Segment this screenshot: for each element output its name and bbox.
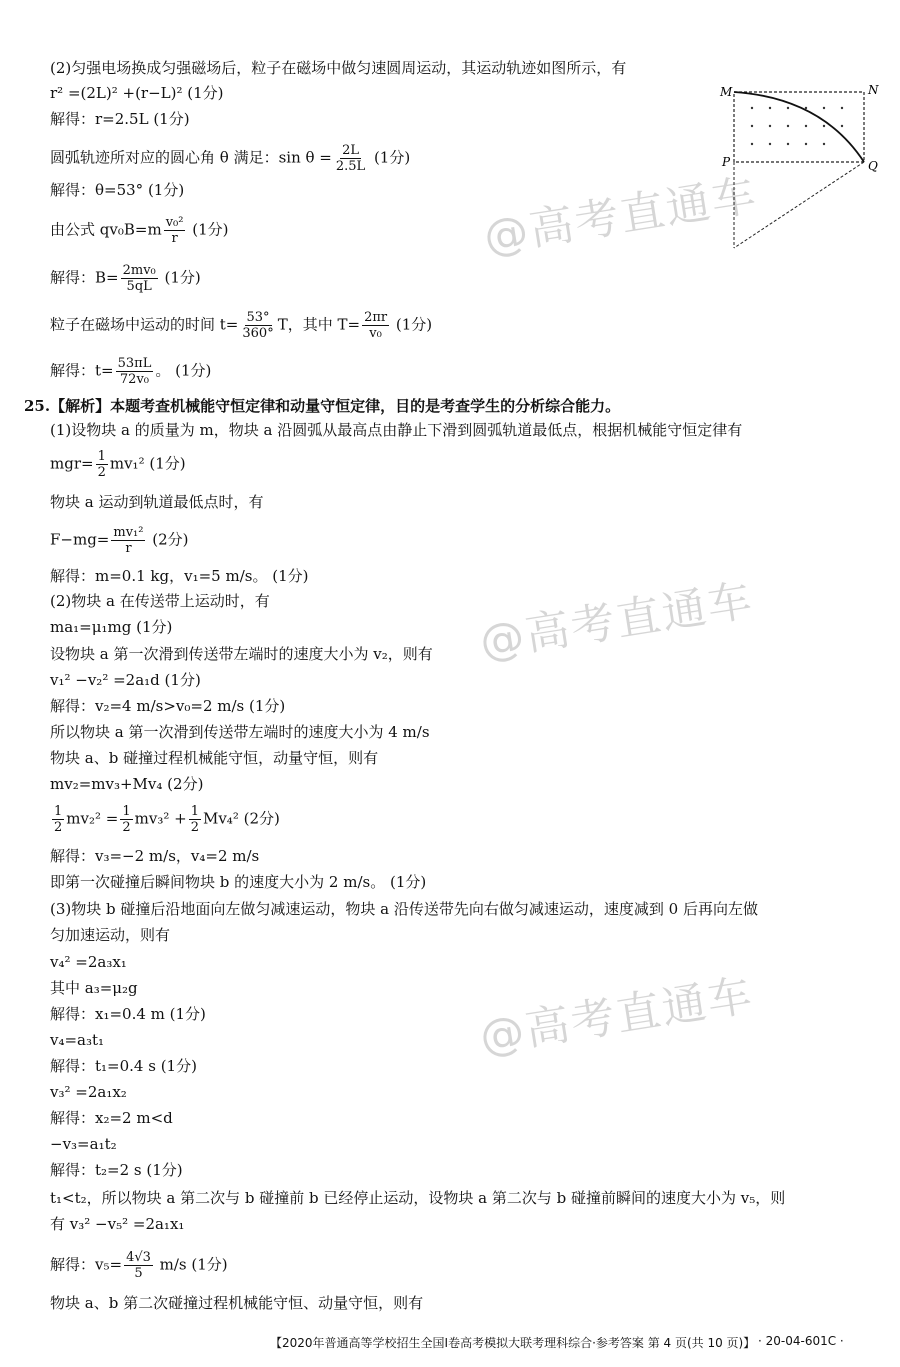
text-line: $\frac{1}{2}$ mv₂² = $\frac{1}{2}$ mv₃² + $\frac{1}{2}$ Mv₄² (2分) — [54, 804, 280, 835]
text-line: mgr= $\frac{1}{2}$ mv₁² (1分) — [50, 449, 186, 480]
watermark: @高考直通车 — [480, 169, 761, 264]
text-line: 所以物块 a 第一次滑到传送带左端时的速度大小为 4 m/s — [50, 723, 430, 741]
text-line: 粒子在磁场中运动的时间 t= $\frac{53^\circ}{360^\circ}$ T，其中 T= $\frac{2\pi r}{\text{v₀}}$ (1分) — [50, 310, 433, 341]
text-line: v₃² =2a₁x₂ — [50, 1083, 127, 1101]
text-line: −v₃=a₁t₂ — [50, 1135, 117, 1153]
text-line: 物块 a 运动到轨道最低点时，有 — [50, 493, 264, 511]
text-line: (1)设物块 a 的质量为 m，物块 a 沿圆弧从最高点由静止下滑到圆弧轨道最低点，根据机械能守恒定律有 — [50, 421, 743, 439]
text-line: v₄=a₃t₁ — [50, 1031, 105, 1049]
text-line: 解得：t₂=2 s (1分) — [50, 1161, 183, 1179]
watermark: @高考直通车 — [476, 969, 757, 1064]
text-line: 设物块 a 第一次滑到传送带左端时的速度大小为 v₂，则有 — [50, 645, 433, 663]
text-line: (2)物块 a 在传送带上运动时，有 — [50, 592, 270, 610]
text-line: ma₁=μ₁mg (1分) — [50, 618, 173, 636]
text-line: t₁<t₂，所以物块 a 第二次与 b 碰撞前 b 已经停止运动，设物块 a 第二次与 b 碰撞前瞬间的速度大小为 v₅，则 — [50, 1189, 786, 1207]
text-line: 物块 a、b 第二次碰撞过程机械能守恒、动量守恒，则有 — [50, 1294, 424, 1312]
text-line: 解得：r=2.5L (1分) — [50, 110, 190, 128]
text-line: 解得：x₂=2 m<d — [50, 1109, 173, 1127]
section-heading: 25.【解析】本题考查机械能守恒定律和动量守恒定律，目的是考查学生的分析综合能力。 — [24, 397, 621, 415]
text-line: v₄² =2a₃x₁ — [50, 953, 127, 971]
text-line: 解得：m=0.1 kg，v₁=5 m/s。 (1分) — [50, 567, 309, 585]
text-line: 由公式 qv₀B=m $\frac{\text{v₀²}}{r}$ (1分) — [50, 215, 229, 246]
text-line: 其中 a₃=μ₂g — [50, 979, 138, 997]
label-n: N — [868, 83, 879, 97]
text-line: 解得：x₁=0.4 m (1分) — [50, 1005, 206, 1023]
text-line: 解得：t₁=0.4 s (1分) — [50, 1057, 197, 1075]
text-line: F−mg= $\frac{\text{mv₁²}}{r}$ (2分) — [50, 525, 189, 556]
text-line: 解得：v₃=−2 m/s，v₄=2 m/s — [50, 847, 260, 865]
text-line: v₁² −v₂² =2a₁d (1分) — [50, 671, 201, 689]
text-line: 圆弧轨迹所对应的圆心角 θ 满足：sin θ = $\frac{2L}{2.5L}$ (1分) — [50, 143, 411, 174]
text-line: 解得：v₅= $\frac{4√3}{5}$ m/s (1分) — [50, 1250, 228, 1281]
text-line: 解得：t= $\frac{53\pi L}{\text{72v₀}}$ 。 (1分) — [50, 356, 212, 387]
text-line: 即第一次碰撞后瞬间物块 b 的速度大小为 2 m/s。 (1分) — [50, 873, 427, 891]
page-code: · 20-04-601C · — [758, 1334, 844, 1348]
label-q: Q — [868, 159, 878, 173]
watermark: @高考直通车 — [476, 574, 757, 669]
page-footer: 【2020年普通高等学校招生全国Ⅰ卷高考模拟大联考理科综合·参考答案 第 4 页(共 10 页)】 — [270, 1336, 756, 1350]
text-line: 解得：θ=53° (1分) — [50, 181, 185, 199]
text-line: 解得：B= $\frac{\text{2mv₀}}{5qL}$ (1分) — [50, 263, 201, 294]
label-m: M — [720, 85, 733, 99]
text-line: 匀加速运动，则有 — [50, 926, 171, 944]
text-line: (2)匀强电场换成匀强磁场后，粒子在磁场中做匀速圆周运动，其运动轨迹如图所示，有 — [50, 59, 627, 77]
text-line: r² =(2L)² +(r−L)² (1分) — [50, 84, 224, 102]
text-line: mv₂=mv₃+Mv₄ (2分) — [50, 775, 204, 793]
text-line: 有 v₃² −v₅² =2a₁x₁ — [50, 1215, 185, 1233]
label-p: P — [722, 155, 731, 169]
text-line: 物块 a、b 碰撞过程机械能守恒，动量守恒，则有 — [50, 749, 379, 767]
text-line: 解得：v₂=4 m/s>v₀=2 m/s (1分) — [50, 697, 286, 715]
magnetic-field-diagram — [712, 78, 882, 258]
text-line: (3)物块 b 碰撞后沿地面向左做匀减速运动，物块 a 沿传送带先向右做匀减速运动，速度减到 0 后再向左做 — [50, 900, 758, 918]
